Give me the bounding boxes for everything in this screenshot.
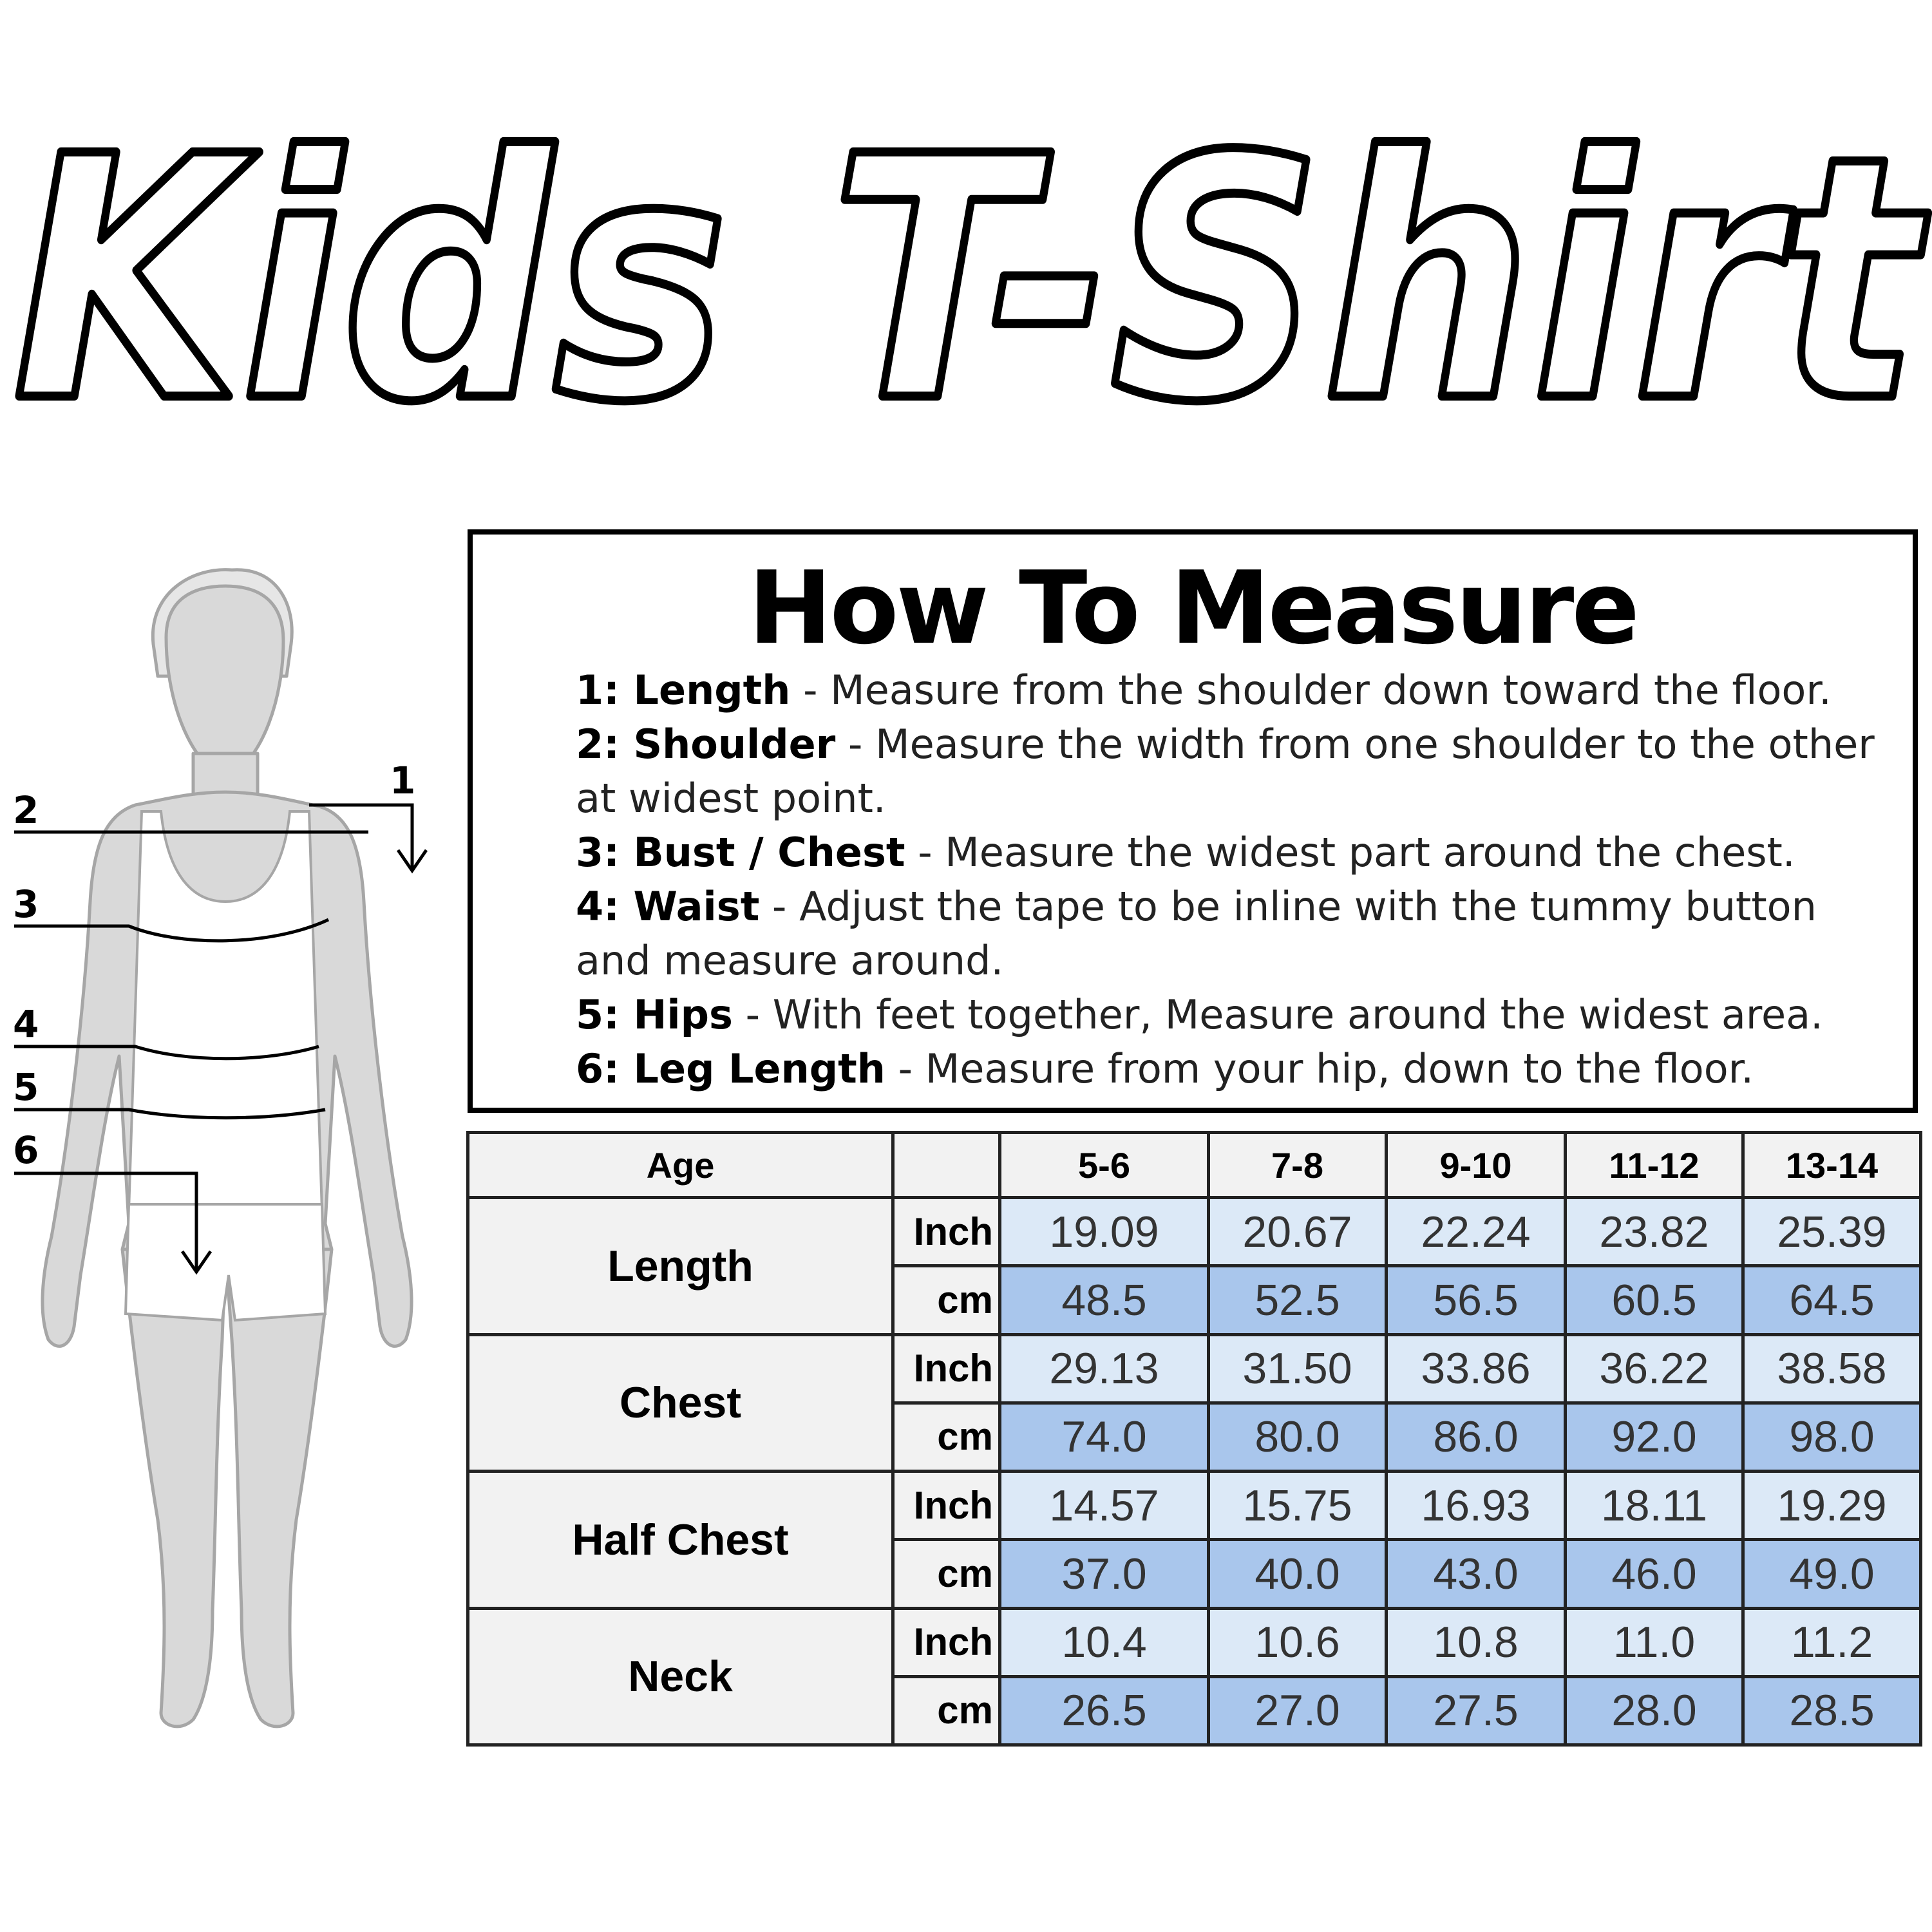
unit-label: Inch [893, 1198, 1000, 1266]
table-cell: 15.75 [1209, 1472, 1387, 1540]
table-cell: 40.0 [1209, 1540, 1387, 1608]
instruction-text: - Adjust the tape to be inline with the tummy button and measure around. [576, 883, 1817, 984]
unit-label: Inch [893, 1472, 1000, 1540]
unit-header [893, 1133, 1000, 1198]
instruction-label: 3: Bust / Chest [576, 829, 905, 876]
age-column-header: 11-12 [1566, 1133, 1743, 1198]
table-cell: 38.58 [1743, 1334, 1921, 1403]
table-cell: 80.0 [1209, 1403, 1387, 1471]
instruction-item [576, 717, 1902, 826]
table-cell: 64.5 [1743, 1266, 1921, 1334]
page-title-text: Kids T-Shirt [13, 109, 1931, 444]
instruction-item [576, 988, 1902, 1042]
table-cell: 23.82 [1566, 1198, 1743, 1266]
table-cell: 33.86 [1387, 1334, 1566, 1403]
instruction-label: 1: Length [576, 667, 791, 714]
table-header-row [468, 1133, 1921, 1198]
instruction-text: - Measure from the shoulder down toward the floor. [790, 667, 1832, 714]
table-row [468, 1198, 1921, 1266]
table-cell: 22.24 [1387, 1198, 1566, 1266]
instruction-item [576, 1042, 1902, 1096]
instruction-label: 5: Hips [576, 991, 733, 1038]
size-chart-table [466, 1131, 1922, 1747]
table-cell: 20.67 [1209, 1198, 1387, 1266]
unit-label: Inch [893, 1608, 1000, 1676]
table-cell: 52.5 [1209, 1266, 1387, 1334]
unit-label: cm [893, 1266, 1000, 1334]
instruction-text: - Measure the widest part around the chest. [905, 829, 1795, 876]
how-to-measure-heading: How To Measure [748, 549, 1638, 667]
table-cell: 18.11 [1566, 1472, 1743, 1540]
table-cell: 10.8 [1387, 1608, 1566, 1676]
instruction-text: - Measure the width from one shoulder to the other at widest point. [576, 721, 1875, 822]
table-cell: 28.0 [1566, 1676, 1743, 1745]
instruction-text: - With feet together, Measure around the widest area. [732, 991, 1823, 1038]
age-header: Age [468, 1133, 893, 1198]
marker-2: 2 [13, 788, 39, 832]
table-cell: 19.29 [1743, 1472, 1921, 1540]
table-cell: 27.0 [1209, 1676, 1387, 1745]
age-column-header: 13-14 [1743, 1133, 1921, 1198]
table-cell: 37.0 [1000, 1540, 1209, 1608]
marker-4: 4 [13, 1002, 39, 1046]
unit-label: cm [893, 1403, 1000, 1471]
marker-5: 5 [13, 1065, 39, 1109]
table-cell: 10.6 [1209, 1608, 1387, 1676]
table-row [468, 1334, 1921, 1403]
measure-label: Chest [468, 1334, 893, 1472]
table-cell: 48.5 [1000, 1266, 1209, 1334]
table-cell: 16.93 [1387, 1472, 1566, 1540]
instruction-item [576, 826, 1902, 880]
instruction-item [576, 880, 1902, 988]
table-cell: 28.5 [1743, 1676, 1921, 1745]
marker-3: 3 [13, 882, 39, 926]
table-cell: 25.39 [1743, 1198, 1921, 1266]
table-cell: 86.0 [1387, 1403, 1566, 1471]
table-cell: 36.22 [1566, 1334, 1743, 1403]
table-cell: 29.13 [1000, 1334, 1209, 1403]
table-cell: 10.4 [1000, 1608, 1209, 1676]
age-column-header: 9-10 [1387, 1133, 1566, 1198]
instruction-label: 6: Leg Length [576, 1045, 886, 1092]
instruction-label: 4: Waist [576, 883, 760, 930]
table-cell: 14.57 [1000, 1472, 1209, 1540]
table-cell: 60.5 [1566, 1266, 1743, 1334]
measure-label: Length [468, 1198, 893, 1335]
table-cell: 46.0 [1566, 1540, 1743, 1608]
measure-label: Half Chest [468, 1472, 893, 1609]
table-cell: 31.50 [1209, 1334, 1387, 1403]
marker-1: 1 [390, 759, 416, 802]
instruction-item [576, 663, 1902, 717]
measure-label: Neck [468, 1608, 893, 1745]
page-title [0, 109, 1932, 444]
instruction-label: 2: Shoulder [576, 721, 836, 768]
instruction-text: - Measure from your hip, down to the floor. [885, 1045, 1754, 1092]
measure-instructions-list [576, 663, 1902, 1096]
table-cell: 92.0 [1566, 1403, 1743, 1471]
table-cell: 27.5 [1387, 1676, 1566, 1745]
table-cell: 19.09 [1000, 1198, 1209, 1266]
unit-label: Inch [893, 1334, 1000, 1403]
table-cell: 43.0 [1387, 1540, 1566, 1608]
unit-label: cm [893, 1540, 1000, 1608]
marker-6: 6 [13, 1128, 39, 1172]
table-cell: 11.2 [1743, 1608, 1921, 1676]
table-cell: 11.0 [1566, 1608, 1743, 1676]
table-cell: 49.0 [1743, 1540, 1921, 1608]
age-column-header: 5-6 [1000, 1133, 1209, 1198]
body-figure [0, 567, 451, 1752]
table-cell: 56.5 [1387, 1266, 1566, 1334]
how-to-measure-box [468, 529, 1918, 1113]
table-cell: 74.0 [1000, 1403, 1209, 1471]
table-row [468, 1608, 1921, 1676]
unit-label: cm [893, 1676, 1000, 1745]
table-cell: 98.0 [1743, 1403, 1921, 1471]
table-cell: 26.5 [1000, 1676, 1209, 1745]
table-row [468, 1472, 1921, 1540]
age-column-header: 7-8 [1209, 1133, 1387, 1198]
